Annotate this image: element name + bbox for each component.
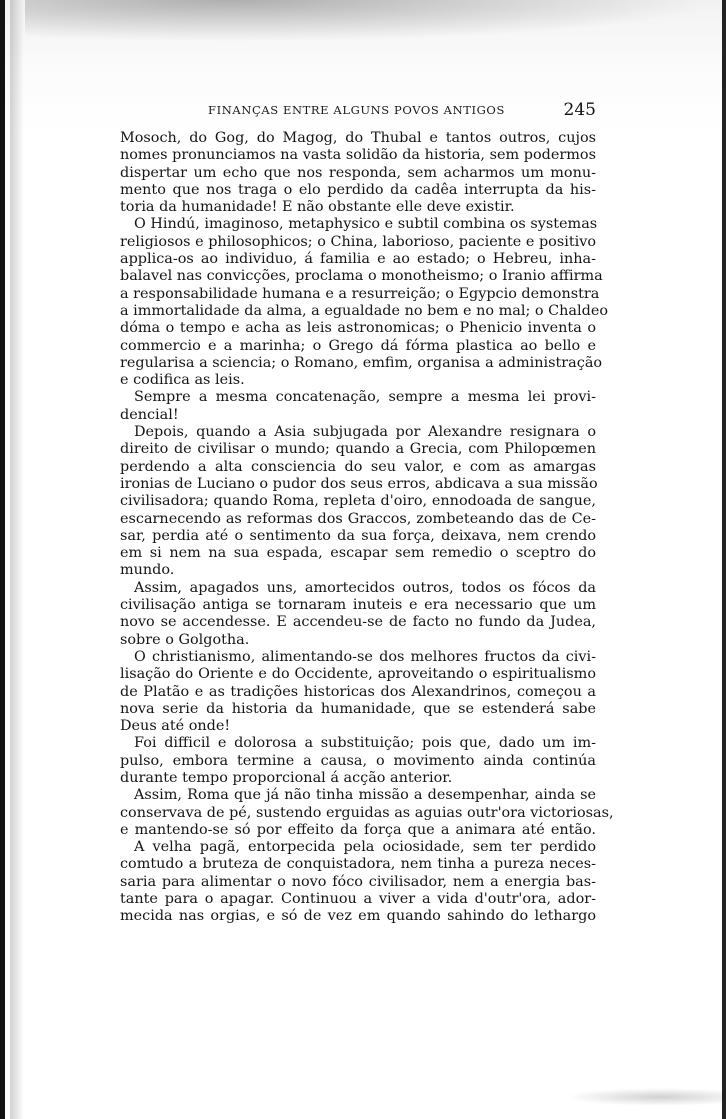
text-line: direito de civilisar o mundo; quando a Grecia, com Philopœmen (120, 441, 596, 458)
text-line: regularisa a sciencia; o Romano, emfim, organisa a administração (120, 354, 603, 371)
text-line: civilisadora; quando Roma, repleta d'oiro, ennodoada de sangue, (120, 493, 596, 510)
text-line: Mosoch, do Gog, do Magog, do Thubal e tantos outros, cujos (120, 130, 596, 146)
text-line: Assim, Roma que já não tinha missão a desempenhar, ainda se (134, 787, 596, 804)
page-number: 245 (563, 100, 596, 120)
text-line: toria da humanidade! E não obstante elle deve existir. (120, 199, 515, 216)
text-line: mundo. (120, 562, 175, 579)
text-line: commercio e a marinha; o Grego dá fórma plastica ao bello e (120, 337, 596, 354)
text-line: civilisação antiga se tornaram inuteis e era necessario que um (120, 597, 596, 614)
text-line: A velha pagã, entorpecida pela ociosidade, sem ter perdido (134, 839, 596, 856)
text-line: sar, perdia até o sentimento da sua força, deixava, nem crendo (120, 527, 596, 544)
text-line: conservava de pé, sustendo erguidas as aguias outr'ora victoriosas, (120, 804, 614, 821)
scan-shadow-top (25, 0, 715, 42)
text-line: balavel nas convicções, proclama o monotheismo; o Iranio affirma (120, 268, 603, 285)
scan-shadow-bottom (565, 1088, 725, 1106)
text-line: de Platão e as tradições historicas dos Alexandrinos, começou a (120, 683, 596, 700)
text-line: comtudo a bruteza de conquistadora, nem tinha a pureza neces- (120, 856, 596, 873)
text-line: dóma o tempo e acha as leis astronomicas; o Phenicio inventa o (120, 320, 596, 337)
text-line: a responsabilidade humana e a resurreição; o Egypcio demonstra (120, 285, 600, 302)
text-line: durante tempo proporcional á acção anterior. (120, 769, 453, 786)
page-header (120, 100, 596, 122)
text-line: nova serie da historia da humanidade, que se estenderá sabe (120, 700, 596, 717)
running-title: FINANÇAS ENTRE ALGUNS POVOS ANTIGOS (208, 103, 505, 117)
text-line: tante para o apagar. Continuou a viver a vida d'outr'ora, ador- (120, 891, 596, 908)
text-line: dispertar um echo que nos responda, sem acharmos um monu- (120, 164, 596, 181)
scan-edge-left (10, 0, 24, 1119)
text-line: e mantendo-se só por effeito da força que a animara até então. (120, 821, 596, 838)
text-line: saria para alimentar o novo fóco civilisador, nem a energia bas- (120, 873, 596, 890)
text-line: nomes pronunciamos na vasta solidão da historia, sem podermos (120, 147, 596, 164)
text-line: em si nem na sua espada, escapar sem remedio o sceptro do (120, 545, 596, 562)
text-line: escarnecendo as reformas dos Graccos, zombeteando das de Ce- (120, 510, 596, 527)
text-line: religiosos e philosophicos; o China, laborioso, paciente e positivo (120, 233, 596, 250)
text-line: pulso, embora termine a causa, o movimento ainda continúa (120, 752, 596, 769)
text-line: O christianismo, alimentando-se dos melhores fructos da civi- (134, 648, 596, 665)
text-line: a immortalidade da alma, a egualdade no bem e no mal; o Chaldeo (120, 302, 608, 319)
text-line: sobre o Golgotha. (120, 631, 250, 648)
text-line: Sempre a mesma concatenação, sempre a mesma lei provi- (134, 389, 596, 406)
text-line: Assim, apagados uns, amortecidos outros, todos os fócos da (134, 579, 596, 596)
text-line: mecida nas orgias, e só de vez em quando sahindo do lethargo (120, 908, 596, 925)
text-line: lisação do Oriente e do Occidente, aproveitando o espiritualismo (120, 666, 596, 683)
text-line: e codifica as leis. (120, 372, 245, 389)
text-line: O Hindú, imaginoso, metaphysico e subtil combina os systemas (134, 216, 598, 233)
text-line: ironias de Luciano o pudor dos seus erros, abdicava a sua missão (120, 475, 598, 492)
text-line: novo se accendesse. E accendeu-se de facto no fundo da Judea, (120, 614, 596, 631)
text-line: Depois, quando a Asia subjugada por Alexandre resignara o (134, 424, 596, 441)
body-text (120, 130, 614, 926)
text-line: Deus até onde! (120, 718, 231, 735)
text-line: dencial! (120, 406, 179, 423)
text-line: perdendo a alta consciencia do seu valor, e com as amargas (120, 458, 596, 475)
text-line: Foi difficil e dolorosa a substituição; pois que, dado um im- (134, 735, 596, 752)
text-line: mento que nos traga o elo perdido da cadêa interrupta da his- (120, 181, 596, 198)
text-line: applica-os ao individuo, á familia e ao estado; o Hebreu, inha- (120, 251, 596, 268)
